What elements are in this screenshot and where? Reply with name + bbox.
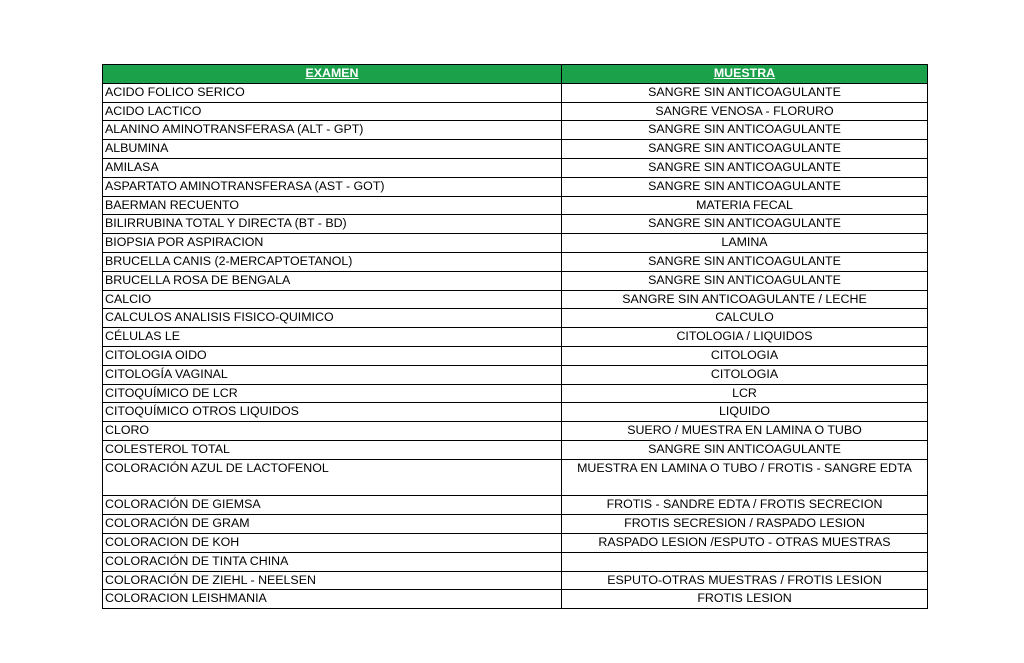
table-row: [103, 515, 928, 534]
sample-cell[interactable]: SANGRE SIN ANTICOAGULANTE: [562, 158, 928, 177]
table-row: [103, 271, 928, 290]
table-row: [103, 215, 928, 234]
exam-cell[interactable]: BIOPSIA POR ASPIRACION: [103, 234, 562, 253]
exam-cell[interactable]: ALBUMINA: [103, 140, 562, 159]
table-row: [103, 121, 928, 140]
sample-cell[interactable]: SANGRE SIN ANTICOAGULANTE: [562, 252, 928, 271]
column-header-exam[interactable]: EXAMEN: [103, 65, 562, 84]
sample-cell[interactable]: LAMINA: [562, 234, 928, 253]
sample-cell[interactable]: MUESTRA EN LAMINA O TUBO / FROTIS - SANGRE EDTA: [562, 459, 928, 496]
table-row: [103, 365, 928, 384]
sample-cell[interactable]: MATERIA FECAL: [562, 196, 928, 215]
exam-cell[interactable]: COLORACIÓN DE TINTA CHINA: [103, 552, 562, 571]
sample-cell[interactable]: SANGRE SIN ANTICOAGULANTE: [562, 215, 928, 234]
exam-cell[interactable]: CÉLULAS LE: [103, 328, 562, 347]
table-row: [103, 309, 928, 328]
table-row: [103, 552, 928, 571]
sample-cell[interactable]: CITOLOGIA: [562, 365, 928, 384]
sample-cell[interactable]: SANGRE SIN ANTICOAGULANTE: [562, 271, 928, 290]
table-row: [103, 571, 928, 590]
table-row: [103, 196, 928, 215]
table-row: [103, 346, 928, 365]
table-row: [103, 590, 928, 609]
exam-cell[interactable]: CLORO: [103, 422, 562, 441]
sample-cell[interactable]: FROTIS LESION: [562, 590, 928, 609]
sample-cell[interactable]: ESPUTO-OTRAS MUESTRAS / FROTIS LESION: [562, 571, 928, 590]
sample-cell[interactable]: SANGRE SIN ANTICOAGULANTE: [562, 140, 928, 159]
table-row: [103, 533, 928, 552]
table-row: [103, 384, 928, 403]
table-row: [103, 102, 928, 121]
sample-cell[interactable]: SANGRE SIN ANTICOAGULANTE: [562, 121, 928, 140]
exam-cell[interactable]: CALCIO: [103, 290, 562, 309]
table-row: [103, 83, 928, 102]
column-header-sample[interactable]: MUESTRA: [562, 65, 928, 84]
table-row: [103, 252, 928, 271]
sample-cell[interactable]: FROTIS - SANDRE EDTA / FROTIS SECRECION: [562, 496, 928, 515]
sample-cell[interactable]: LIQUIDO: [562, 403, 928, 422]
exam-cell[interactable]: CALCULOS ANALISIS FISICO-QUIMICO: [103, 309, 562, 328]
table-row: [103, 496, 928, 515]
exam-cell[interactable]: COLORACIÓN DE GRAM: [103, 515, 562, 534]
table-row: [103, 328, 928, 347]
sample-cell[interactable]: FROTIS SECRESION / RASPADO LESION: [562, 515, 928, 534]
exam-cell[interactable]: COLESTEROL TOTAL: [103, 440, 562, 459]
table-row: [103, 177, 928, 196]
exam-cell[interactable]: AMILASA: [103, 158, 562, 177]
sample-cell[interactable]: SANGRE SIN ANTICOAGULANTE: [562, 440, 928, 459]
table-row: [103, 158, 928, 177]
exam-cell[interactable]: COLORACIÓN DE GIEMSA: [103, 496, 562, 515]
sample-cell[interactable]: RASPADO LESION /ESPUTO - OTRAS MUESTRAS: [562, 533, 928, 552]
sample-cell[interactable]: SANGRE SIN ANTICOAGULANTE: [562, 177, 928, 196]
sample-cell[interactable]: SANGRE VENOSA - FLORURO: [562, 102, 928, 121]
sample-cell[interactable]: SANGRE SIN ANTICOAGULANTE: [562, 83, 928, 102]
table-row: [103, 403, 928, 422]
sample-cell[interactable]: LCR: [562, 384, 928, 403]
exam-cell[interactable]: ACIDO FOLICO SERICO: [103, 83, 562, 102]
exam-cell[interactable]: CITOQUÍMICO DE LCR: [103, 384, 562, 403]
exam-cell[interactable]: BRUCELLA CANIS (2-MERCAPTOETANOL): [103, 252, 562, 271]
table-row: [103, 440, 928, 459]
sample-cell[interactable]: SANGRE SIN ANTICOAGULANTE / LECHE: [562, 290, 928, 309]
table-row: [103, 234, 928, 253]
table-row: [103, 290, 928, 309]
exam-cell[interactable]: COLORACION DE KOH: [103, 533, 562, 552]
exam-cell[interactable]: BAERMAN RECUENTO: [103, 196, 562, 215]
exam-cell[interactable]: CITOLOGÍA VAGINAL: [103, 365, 562, 384]
exam-cell[interactable]: COLORACION LEISHMANIA: [103, 590, 562, 609]
exam-cell[interactable]: BRUCELLA ROSA DE BENGALA: [103, 271, 562, 290]
exam-cell[interactable]: BILIRRUBINA TOTAL Y DIRECTA (BT - BD): [103, 215, 562, 234]
sample-cell[interactable]: CALCULO: [562, 309, 928, 328]
table-row: [103, 422, 928, 441]
exam-cell[interactable]: CITOQUÍMICO OTROS LIQUIDOS: [103, 403, 562, 422]
exam-cell[interactable]: COLORACIÓN DE ZIEHL - NEELSEN: [103, 571, 562, 590]
sample-cell[interactable]: CITOLOGIA: [562, 346, 928, 365]
table-row: [103, 459, 928, 496]
exam-sample-table: [102, 64, 928, 609]
exam-cell[interactable]: CITOLOGIA OIDO: [103, 346, 562, 365]
exam-cell[interactable]: ALANINO AMINOTRANSFERASA (ALT - GPT): [103, 121, 562, 140]
sample-cell[interactable]: CITOLOGIA / LIQUIDOS: [562, 328, 928, 347]
sample-cell[interactable]: [562, 552, 928, 571]
exam-cell[interactable]: ASPARTATO AMINOTRANSFERASA (AST - GOT): [103, 177, 562, 196]
sample-cell[interactable]: SUERO / MUESTRA EN LAMINA O TUBO: [562, 422, 928, 441]
table-row: [103, 140, 928, 159]
exam-cell[interactable]: ACIDO LACTICO: [103, 102, 562, 121]
header-row: [103, 65, 928, 84]
exam-cell[interactable]: COLORACIÓN AZUL DE LACTOFENOL: [103, 459, 562, 496]
